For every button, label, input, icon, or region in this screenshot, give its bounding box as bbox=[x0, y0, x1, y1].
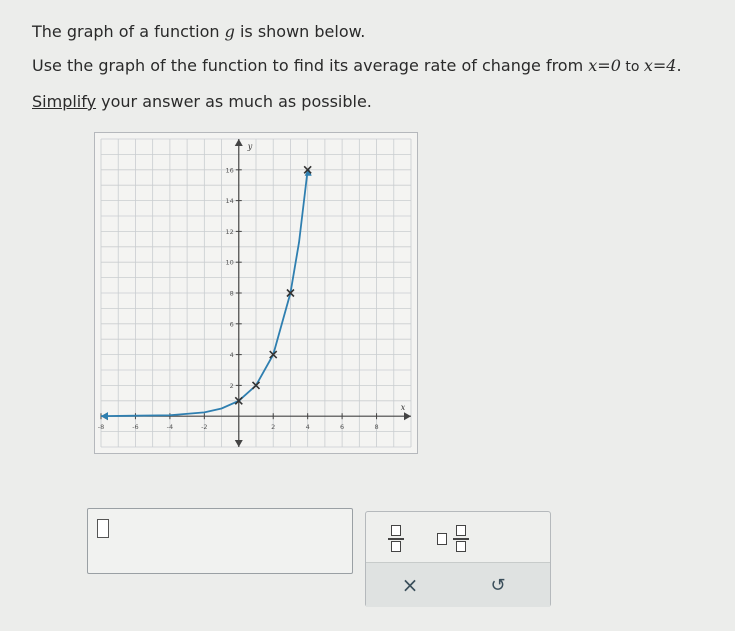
x-axis-arrow bbox=[404, 412, 411, 420]
whole-box-icon bbox=[437, 533, 447, 545]
x-tick-label: -2 bbox=[201, 423, 208, 432]
x-tick-label: -6 bbox=[132, 423, 139, 432]
question-line-1 bbox=[32, 22, 365, 41]
question-text: . bbox=[676, 56, 682, 75]
undo-button[interactable] bbox=[484, 571, 512, 599]
question-text: Use the graph of the function to find its average rate of change from bbox=[32, 56, 589, 75]
x-tick-label: 4 bbox=[305, 423, 310, 432]
answer-input[interactable] bbox=[87, 508, 353, 574]
y-tick-label: 2 bbox=[229, 381, 234, 390]
function-graph bbox=[94, 132, 418, 454]
y-axis-arrow bbox=[235, 440, 243, 447]
x-tick-label: 6 bbox=[340, 423, 345, 432]
clear-button[interactable] bbox=[396, 571, 424, 599]
function-name: g bbox=[224, 22, 235, 41]
action-bar bbox=[366, 562, 550, 607]
y-tick-label: 16 bbox=[225, 166, 234, 175]
question-text: to bbox=[620, 59, 644, 75]
question-text: your answer as much as possible. bbox=[96, 92, 372, 111]
close-icon: × bbox=[401, 573, 419, 597]
question-line-2 bbox=[32, 56, 682, 75]
denominator-box-icon bbox=[391, 541, 401, 552]
question-text: The graph of a function bbox=[32, 22, 225, 41]
x-tick-label: -8 bbox=[97, 423, 105, 432]
fraction-button[interactable] bbox=[383, 524, 409, 552]
simplify-link[interactable]: Simplify bbox=[32, 92, 97, 111]
numerator-box-icon bbox=[391, 525, 401, 536]
undo-icon: ↺ bbox=[490, 574, 506, 596]
x-axis-label: x bbox=[400, 403, 406, 413]
math-tool-panel bbox=[365, 511, 551, 607]
question-text: is shown below. bbox=[234, 22, 366, 41]
y-tick-label: 4 bbox=[229, 351, 234, 360]
x-tick-label: 8 bbox=[374, 423, 379, 432]
fraction-bar-icon bbox=[388, 538, 404, 540]
numerator-box-icon bbox=[456, 525, 466, 536]
y-tick-label: 10 bbox=[225, 258, 234, 267]
denominator-box-icon bbox=[456, 541, 466, 552]
x-tick-label: 2 bbox=[271, 423, 276, 432]
curve-arrow bbox=[101, 412, 108, 420]
x-to: x=4 bbox=[643, 56, 677, 75]
answer-slot[interactable] bbox=[97, 519, 109, 538]
x-tick-label: -4 bbox=[166, 423, 174, 432]
y-tick-label: 8 bbox=[229, 289, 234, 298]
fraction-bar-icon bbox=[453, 538, 469, 540]
x-from: x=0 bbox=[588, 56, 621, 75]
question-line-3 bbox=[32, 92, 372, 111]
y-axis-arrow bbox=[235, 139, 243, 146]
y-tick-label: 12 bbox=[225, 227, 234, 236]
y-axis-label: y bbox=[247, 142, 253, 151]
mixed-number-button[interactable] bbox=[437, 524, 471, 552]
y-tick-label: 14 bbox=[225, 197, 234, 206]
graph-canvas bbox=[95, 133, 417, 453]
y-tick-label: 6 bbox=[229, 320, 234, 329]
